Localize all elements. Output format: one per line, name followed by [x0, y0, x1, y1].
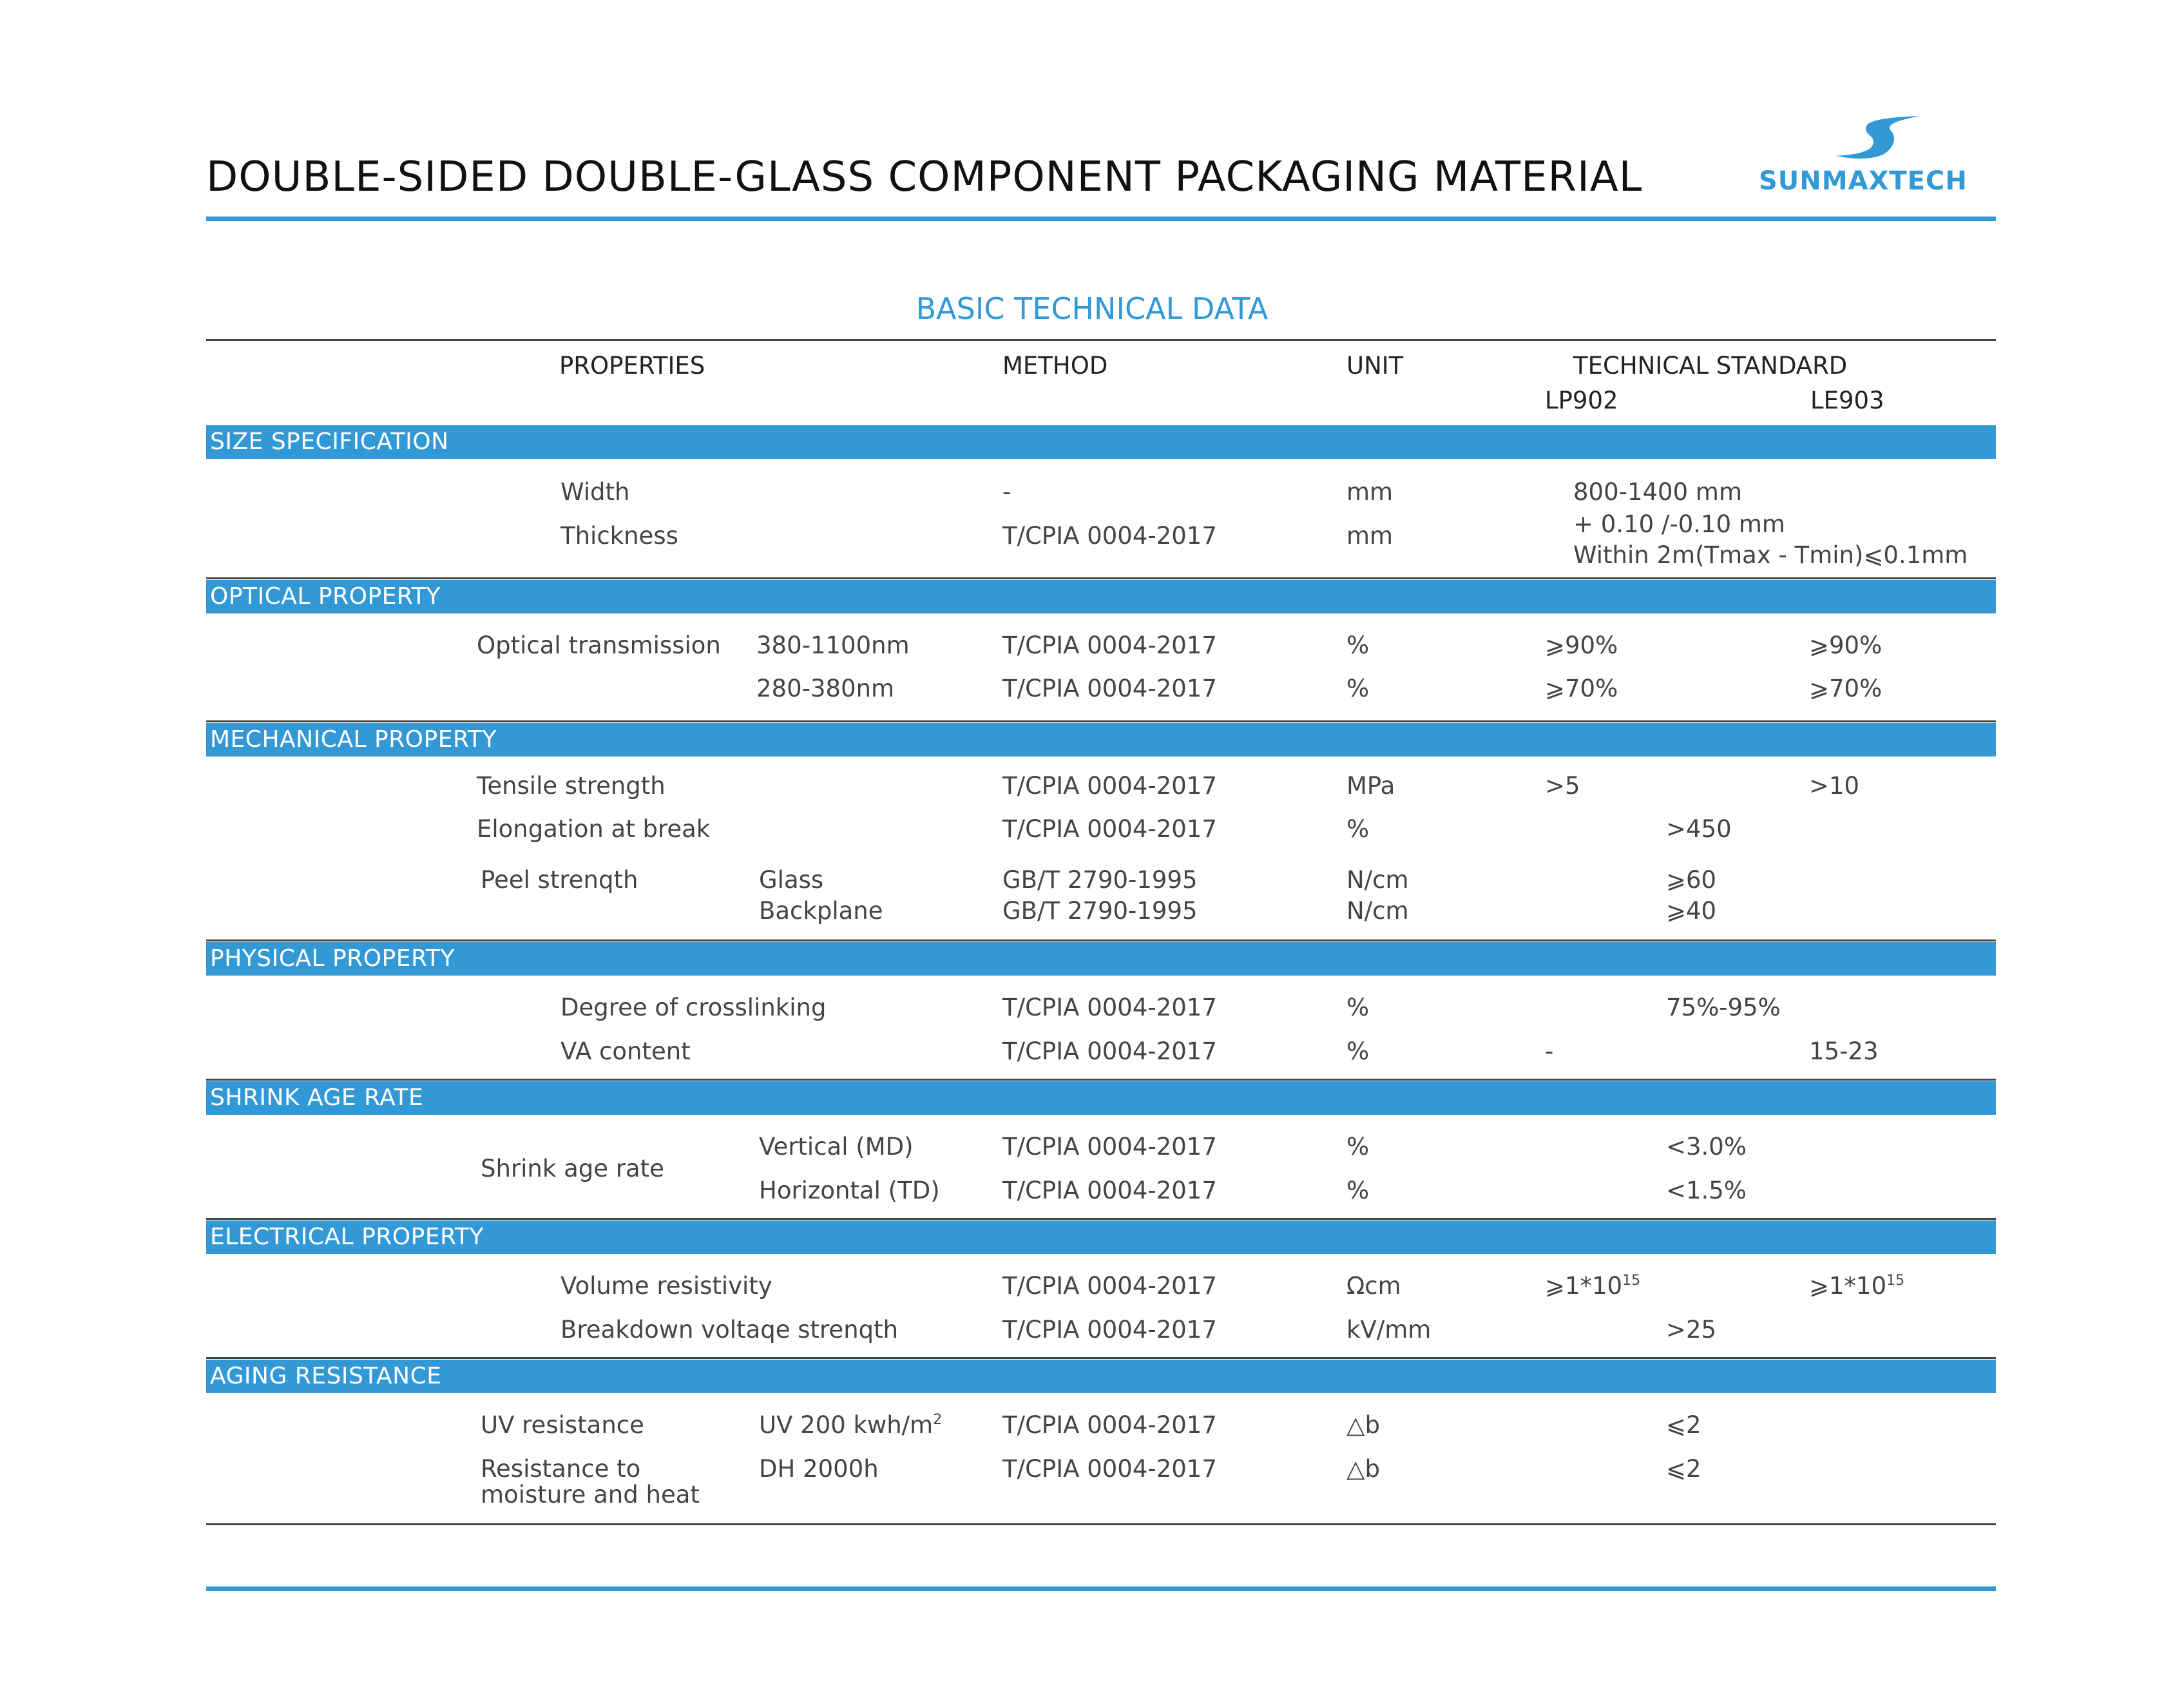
unit-peel-glass: N/cm	[1346, 866, 1409, 894]
le903-optical-2: ⩾70%	[1809, 675, 1882, 702]
value-uv: ⩽2	[1666, 1411, 1701, 1439]
method-uv: T/CPIA 0004-2017	[1002, 1411, 1217, 1439]
method-volume: T/CPIA 0004-2017	[1002, 1272, 1217, 1300]
unit-shrink-vertical: %	[1346, 1133, 1370, 1161]
lp902-va: -	[1545, 1037, 1554, 1065]
le903-volume	[1809, 1272, 1904, 1300]
col-header-le903: LE903	[1810, 387, 1884, 414]
property-optical-transmission: Optical transmission	[477, 631, 721, 659]
condition-glass: Glass	[759, 866, 824, 894]
le903-tensile: >10	[1809, 772, 1860, 800]
method-peel-backplane: GB/T 2790-1995	[1002, 897, 1198, 925]
row-divider	[206, 720, 1996, 722]
section-label: PHYSICAL PROPERTY	[210, 945, 455, 972]
col-header-technical-standard: TECHNICAL STANDARD	[1573, 352, 1848, 380]
header-rule	[206, 217, 1996, 221]
section-band-optical	[206, 580, 1996, 613]
unit-va: %	[1346, 1037, 1370, 1065]
value-base: ⩾1*10	[1809, 1272, 1887, 1300]
value-exponent: 15	[1622, 1273, 1641, 1289]
method-optical-1: T/CPIA 0004-2017	[1002, 631, 1217, 659]
le903-optical-1: ⩾90%	[1809, 631, 1882, 659]
unit-dh: △b	[1346, 1455, 1380, 1483]
lp902-volume	[1545, 1272, 1640, 1300]
value-width: 800-1400 mm	[1573, 478, 1742, 506]
row-divider	[206, 1357, 1996, 1359]
logo-text: SUNMAXTECH	[1759, 166, 1968, 196]
method-width: -	[1002, 478, 1011, 506]
section-label: SIZE SPECIFICATION	[210, 429, 449, 455]
row-divider	[206, 577, 1996, 579]
property-thickness: Thickness	[560, 522, 678, 550]
section-band-aging	[206, 1360, 1996, 1393]
unit-optical-1: %	[1346, 631, 1370, 659]
section-label: ELECTRICAL PROPERTY	[210, 1224, 484, 1250]
property-dh-line-2: moisture and heat	[481, 1481, 700, 1508]
method-optical-2: T/CPIA 0004-2017	[1002, 675, 1217, 702]
value-thickness-within: Within 2m(Tmax - Tmin)⩽0.1mm	[1573, 541, 1968, 569]
section-label: MECHANICAL PROPERTY	[210, 726, 497, 753]
section-label: AGING RESISTANCE	[210, 1363, 442, 1389]
property-uv: UV resistance	[481, 1411, 644, 1439]
section-band-mechanical	[206, 723, 1996, 756]
page-title: DOUBLE-SIDED DOUBLE-GLASS COMPONENT PACKAGING MATERIAL	[206, 153, 1643, 201]
value-shrink-horizontal: <1.5%	[1666, 1177, 1747, 1204]
condition-vertical: Vertical (MD)	[759, 1133, 914, 1161]
lp902-optical-2: ⩾70%	[1545, 675, 1618, 702]
unit-volume: Ωcm	[1346, 1272, 1401, 1300]
col-header-method: METHOD	[1002, 352, 1108, 380]
value-peel-backplane: ⩾40	[1666, 897, 1717, 925]
table-bottom-rule	[206, 1523, 1996, 1525]
condition-base: UV 200 kwh/m	[759, 1411, 934, 1439]
method-tensile: T/CPIA 0004-2017	[1002, 772, 1217, 800]
row-divider	[206, 1218, 1996, 1220]
method-va: T/CPIA 0004-2017	[1002, 1037, 1217, 1065]
condition-280-380: 280-380nm	[756, 675, 895, 702]
method-dh: T/CPIA 0004-2017	[1002, 1455, 1217, 1483]
col-header-unit: UNIT	[1346, 352, 1404, 380]
condition-380-1100: 380-1100nm	[756, 631, 910, 659]
section-band-electrical	[206, 1220, 1996, 1254]
value-thickness-tolerance: + 0.10 /-0.10 mm	[1573, 510, 1785, 538]
lp902-tensile: >5	[1545, 772, 1580, 800]
property-va: VA content	[560, 1037, 691, 1065]
le903-va: 15-23	[1809, 1037, 1879, 1065]
value-elongation: >450	[1666, 815, 1732, 843]
unit-thickness: mm	[1346, 522, 1394, 550]
col-header-properties: PROPERTIES	[559, 352, 705, 380]
condition-dh: DH 2000h	[759, 1455, 879, 1483]
condition-exponent: 2	[933, 1412, 943, 1428]
section-band-physical	[206, 942, 1996, 976]
property-tensile: Tensile strength	[477, 772, 666, 800]
method-breakdown: T/CPIA 0004-2017	[1002, 1316, 1217, 1344]
unit-peel-backplane: N/cm	[1346, 897, 1409, 925]
table-top-rule	[206, 339, 1996, 341]
col-header-lp902: LP902	[1545, 387, 1618, 414]
property-peel: Peel strenqth	[481, 866, 638, 894]
unit-elongation: %	[1346, 815, 1370, 843]
property-elongation: Elongation at break	[477, 815, 711, 843]
unit-optical-2: %	[1346, 675, 1370, 702]
condition-horizontal: Horizontal (TD)	[759, 1177, 940, 1204]
value-shrink-vertical: <3.0%	[1666, 1133, 1747, 1161]
row-divider	[206, 1079, 1996, 1081]
unit-uv: △b	[1346, 1411, 1380, 1439]
property-crosslinking: Degree of crosslinking	[560, 994, 827, 1021]
section-band-size	[206, 425, 1996, 459]
unit-shrink-horizontal: %	[1346, 1177, 1370, 1204]
property-breakdown: Breakdown voltaqe strenqth	[560, 1316, 899, 1344]
method-elongation: T/CPIA 0004-2017	[1002, 815, 1217, 843]
property-width: Width	[560, 478, 630, 506]
unit-width: mm	[1346, 478, 1394, 506]
value-breakdown: >25	[1666, 1316, 1717, 1344]
value-crosslinking: 75%-95%	[1666, 994, 1781, 1021]
section-band-shrink	[206, 1081, 1996, 1115]
method-thickness: T/CPIA 0004-2017	[1002, 522, 1217, 550]
section-title: BASIC TECHNICAL DATA	[915, 291, 1269, 326]
value-dh: ⩽2	[1666, 1455, 1701, 1483]
method-peel-glass: GB/T 2790-1995	[1002, 866, 1198, 894]
footer-rule	[206, 1586, 1996, 1591]
sunmaxtech-logo	[1759, 116, 1997, 196]
property-shrink: Shrink age rate	[481, 1155, 664, 1182]
value-peel-glass: ⩾60	[1666, 866, 1717, 894]
section-label: SHRINK AGE RATE	[210, 1084, 424, 1111]
value-exponent: 15	[1886, 1273, 1905, 1289]
lp902-optical-1: ⩾90%	[1545, 631, 1618, 659]
row-divider	[206, 940, 1996, 941]
value-base: ⩾1*10	[1545, 1272, 1623, 1300]
unit-crosslinking: %	[1346, 994, 1370, 1021]
method-crosslinking: T/CPIA 0004-2017	[1002, 994, 1217, 1021]
unit-breakdown: kV/mm	[1346, 1316, 1432, 1344]
condition-backplane: Backplane	[759, 897, 883, 925]
condition-uv	[759, 1411, 942, 1439]
unit-tensile: MPa	[1346, 772, 1395, 800]
property-volume: Volume resistivity	[560, 1272, 772, 1300]
method-shrink-vertical: T/CPIA 0004-2017	[1002, 1133, 1217, 1161]
section-label: OPTICAL PROPERTY	[210, 583, 441, 610]
logo-swoosh-icon	[1759, 116, 1997, 168]
property-dh-line-1: Resistance to	[481, 1455, 641, 1483]
method-shrink-horizontal: T/CPIA 0004-2017	[1002, 1177, 1217, 1204]
